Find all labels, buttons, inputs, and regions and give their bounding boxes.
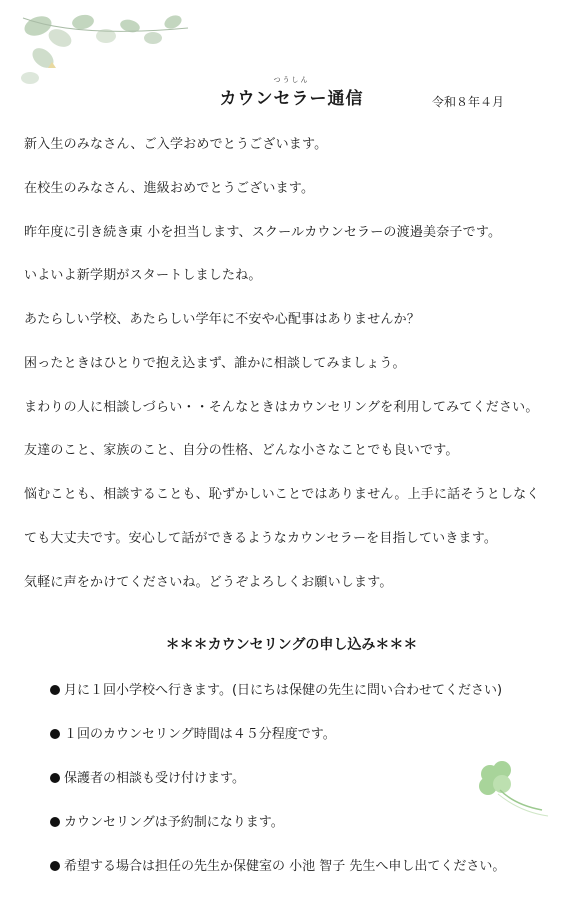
paragraph-line: 新入生のみなさん、ご入学おめでとうございます。 (24, 137, 328, 152)
paragraph-line: 気軽に声をかけてくださいね。どうぞよろしくお願いします。 (24, 575, 393, 590)
bullet-icon (50, 685, 60, 695)
issue-date: 令和８年４月 (432, 95, 505, 109)
list-item: 月に１回小学校へ行きます。(日にちは保健の先生に問い合わせてください) (50, 679, 502, 698)
bullet-icon (50, 817, 60, 827)
list-item: １回のカウンセリング時間は４５分程度です。 (50, 723, 336, 742)
eucalyptus-leaves-icon (18, 8, 193, 93)
bullet-icon (50, 773, 60, 783)
paragraph-line: 在校生のみなさん、進級おめでとうございます。 (24, 181, 315, 196)
four-leaf-clover-icon (470, 760, 550, 820)
paragraph-line: 困ったときはひとりで抱え込まず、誰かに相談してみましょう。 (24, 356, 406, 371)
paragraph-line: 昨年度に引き続き東 小を担当します、スクールカウンセラーの渡邉美奈子です。 (24, 225, 502, 240)
paragraph-line: 悩むことも、相談することも、恥ずかしいことではありません。上手に話そうとしなく (24, 487, 540, 502)
list-item: 希望する場合は担任の先生か保健室の 小池 智子 先生へ申し出てください。 (50, 855, 505, 874)
section-title: ＊＊＊カウンセリングの申し込み＊＊＊ (165, 637, 418, 653)
title-text: カウンセラー通信 (219, 89, 364, 109)
paragraph-line: ても大丈夫です。安心して話ができるようなカウンセラーを目指していきます。 (24, 531, 498, 546)
list-item: カウンセリングは予約制になります。 (50, 811, 284, 830)
paragraph-line: いよいよ新学期がスタートしましたね。 (24, 268, 262, 283)
paragraph-line: まわりの人に相談しづらい・・そんなときはカウンセリングを利用してみてください。 (24, 400, 539, 415)
list-item: 保護者の相談も受け付けます。 (50, 767, 245, 786)
paragraph-line: 友達のこと、家族のこと、自分の性格、どんな小さなことでも良いです。 (24, 443, 459, 458)
bullet-icon (50, 729, 60, 739)
bullet-icon (50, 861, 60, 871)
title-ruby: つうしん (273, 76, 310, 84)
paragraph-line: あたらしい学校、あたらしい学年に不安や心配事はありませんか？ (24, 312, 421, 327)
